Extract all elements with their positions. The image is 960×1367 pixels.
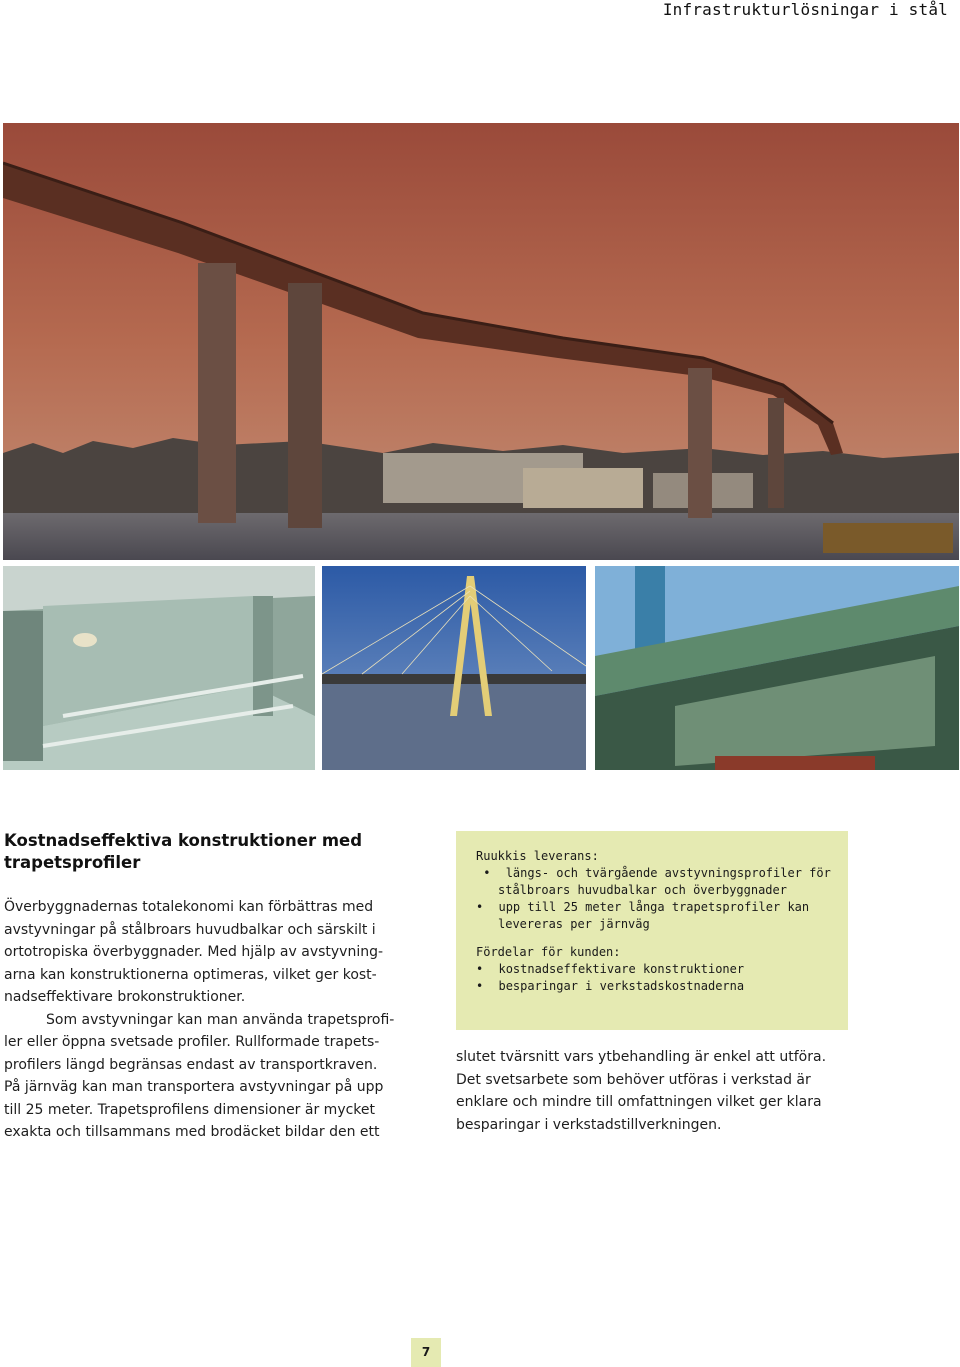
benefit-item <box>476 961 744 979</box>
page-number: 7 <box>411 1338 441 1367</box>
article-heading <box>4 830 404 874</box>
delivery-heading: Ruukkis leverans: <box>476 849 599 863</box>
text-line: Överbyggnadernas totalekonomi kan förbättras med <box>4 899 374 915</box>
bullet-icon: • <box>476 962 484 976</box>
text-line: arna kan konstruktionerna optimeras, vilket ger kost- <box>4 966 377 983</box>
benefit-item <box>476 978 744 996</box>
text-line: nadseffektivare brokonstruktioner. <box>4 989 246 1005</box>
bridge-construction-photo <box>3 123 959 560</box>
text-line: slutet tvärsnitt vars ytbehandling är enkel att utföra. <box>456 1049 827 1065</box>
text-line: besparingar i verkstadstillverkningen. <box>456 1116 722 1133</box>
bullet-icon: • <box>483 866 491 880</box>
benefits-heading: Fördelar för kunden: <box>476 945 621 959</box>
delivery-item-line: längs- och tvärgående avstyvningsprofiler för <box>505 866 831 880</box>
bullet-icon: • <box>476 979 484 993</box>
right-column-text <box>456 1046 826 1136</box>
delivery-item-line: upp till 25 meter långa trapetsprofiler kan <box>498 900 810 914</box>
benefit-item-line: besparingar i verkstadskostnaderna <box>498 979 745 993</box>
delivery-item-continuation: levereras per järnväg <box>498 917 650 931</box>
heading-line: Kostnadseffektiva konstruktioner med <box>4 831 363 850</box>
text-line: profilers längd begränsas endast av transportkraven. <box>4 1056 378 1073</box>
text-line: ortotropiska överbyggnader. Med hjälp av avstyvning- <box>4 944 384 960</box>
left-column-text <box>4 896 394 1144</box>
cable-stayed-bridge-photo <box>322 566 586 770</box>
delivery-item <box>476 865 831 883</box>
text-line: exakta och tillsammans med brodäcket bildar den ett <box>4 1124 380 1140</box>
info-box <box>456 831 848 1030</box>
bullet-icon: • <box>476 900 484 914</box>
text-line: ler eller öppna svetsade profiler. Rullformade trapets- <box>4 1034 380 1050</box>
benefit-item-line: kostnadseffektivare konstruktioner <box>498 962 745 976</box>
delivery-item <box>476 899 809 917</box>
text-line: På järnväg kan man transportera avstyvningar på upp <box>4 1079 384 1095</box>
text-line: Som avstyvningar kan man använda trapetsprofi- <box>46 1011 395 1028</box>
delivery-item-continuation: stålbroars huvudbalkar och överbyggnader <box>498 883 787 897</box>
steel-girder-photo <box>595 566 959 770</box>
text-line: Det svetsarbete som behöver utföras i verkstad är <box>456 1071 811 1088</box>
text-line: enklare och mindre till omfattningen vilket ger klara <box>456 1094 822 1110</box>
text-line: avstyvningar på stålbroars huvudbalkar och särskilt i <box>4 921 376 938</box>
text-line: till 25 meter. Trapetsprofilens dimensioner är mycket <box>4 1101 376 1118</box>
girder-interior-photo <box>3 566 315 770</box>
page-header-title: Infrastrukturlösningar i stål <box>662 0 948 19</box>
heading-line: trapetsprofiler <box>4 853 141 872</box>
